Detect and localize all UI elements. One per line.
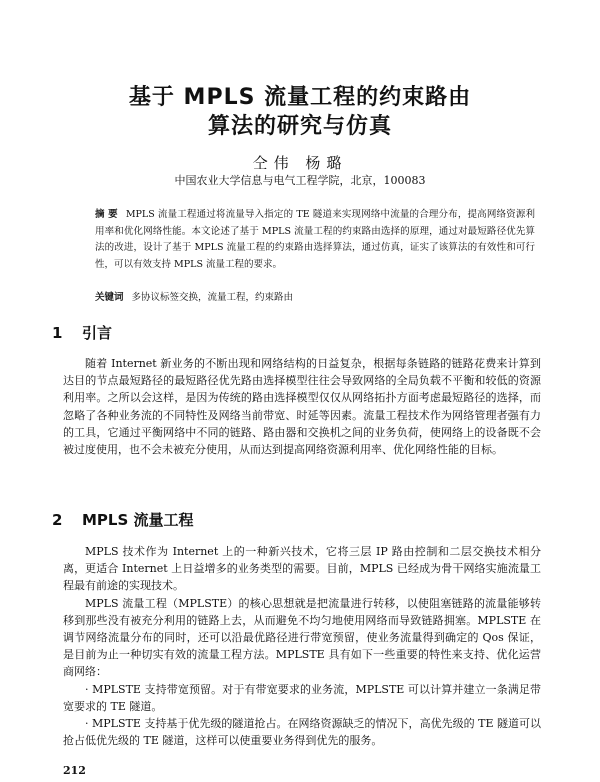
section-body-introduction bbox=[63, 355, 541, 458]
page-number: 212 bbox=[63, 764, 86, 777]
abstract-label: 摘 要 bbox=[95, 209, 118, 220]
paragraph: 随着 Internet 新业务的不断出现和网络结构的日益复杂，根据每条链路的链路花费来计算到达目的节点最短路径的最短路径优先路由选择模型往往会导致网络的全局负载不平衡和较低的资源利用率。之所以会这样，是因为传统的路由选择模型仅仅从网络拓扑方面考虑最短路径的选择，而忽略了各种业务流的不同特性及网络当前带宽、时延等因素。流量工程技术作为网络管理者强有力的工具，它通过平衡网络中不同的链路、路由器和交换机之间的业务负荷，使网络上的设备既不会被过度使用，也不会未被充分使用，从而达到提高网络资源利用率、优化网络性能的目标。 bbox=[63, 357, 541, 457]
keywords bbox=[95, 290, 535, 306]
bullet-item: · MPLSTE 支持基于优先级的隧道抢占。在网络资源缺乏的情况下，高优先级的 TE 隧道可以抢占低优先级的 TE 隧道，这样可以使重要业务得到优先的服务。 bbox=[63, 717, 541, 748]
paper-title-line-2: 算法的研究与仿真 bbox=[207, 114, 392, 139]
section-heading-mpls-te bbox=[52, 510, 194, 530]
abstract bbox=[95, 207, 535, 273]
paragraph: MPLS 技术作为 Internet 上的一种新兴技术，它将三层 IP 路由控制和二层交换技术相分离，更适合 Internet 上日益增多的业务类型的需要。目前，MPLS 已经成为骨干网络实施流量工程最有前途的实现技术。 bbox=[63, 545, 541, 593]
affiliation: 中国农业大学信息与电气工程学院，北京，100083 bbox=[174, 174, 426, 187]
section-number: 2 bbox=[52, 511, 63, 529]
section-title: MPLS 流量工程 bbox=[82, 511, 194, 529]
section-heading-introduction bbox=[52, 323, 112, 343]
keywords-text: 多协议标签交换，流量工程，约束路由 bbox=[131, 292, 294, 303]
authors: 仝伟 杨璐 bbox=[252, 154, 348, 172]
section-number: 1 bbox=[52, 324, 63, 342]
section-body-mpls-te bbox=[63, 543, 541, 749]
bullet-item: · MPLSTE 支持带宽预留。对于有带宽要求的业务流，MPLSTE 可以计算并建立一条满足带宽要求的 TE 隧道。 bbox=[63, 682, 541, 713]
keywords-label: 关键词 bbox=[95, 292, 124, 303]
abstract-text: MPLS 流量工程通过将流量导入指定的 TE 隧道来实现网络中流量的合理分布，提高网络资源利用率和优化网络性能。本文论述了基于 MPLS 流量工程的约束路由选择的原理，通过对最短路径优先算法的改进，设计了基于 MPLS 流量工程的约束路由选择算法，通过仿真，证实了该算法的有效性和可行性，可以有效支持 MPLS 流量工程的要求。 bbox=[95, 209, 535, 270]
paper-title-line-1: 基于 MPLS 流量工程的约束路由 bbox=[128, 85, 472, 110]
section-title: 引言 bbox=[82, 324, 113, 342]
paragraph: MPLS 流量工程（MPLSTE）的核心思想就是把流量进行转移，以使阻塞链路的流量能够转移到那些没有被充分利用的链路上去，从而避免不均匀地使用网络而导致链路拥塞。MPLSTE 在调节网络流量分布的同时，还可以沿最优路径进行带宽预留，使业务流量得到确定的 Qos 保证，是目前为止一种切实有效的流量工程方法。MPLSTE 具有如下一些重要的特性来支持、优化运营商网络： bbox=[63, 596, 541, 679]
